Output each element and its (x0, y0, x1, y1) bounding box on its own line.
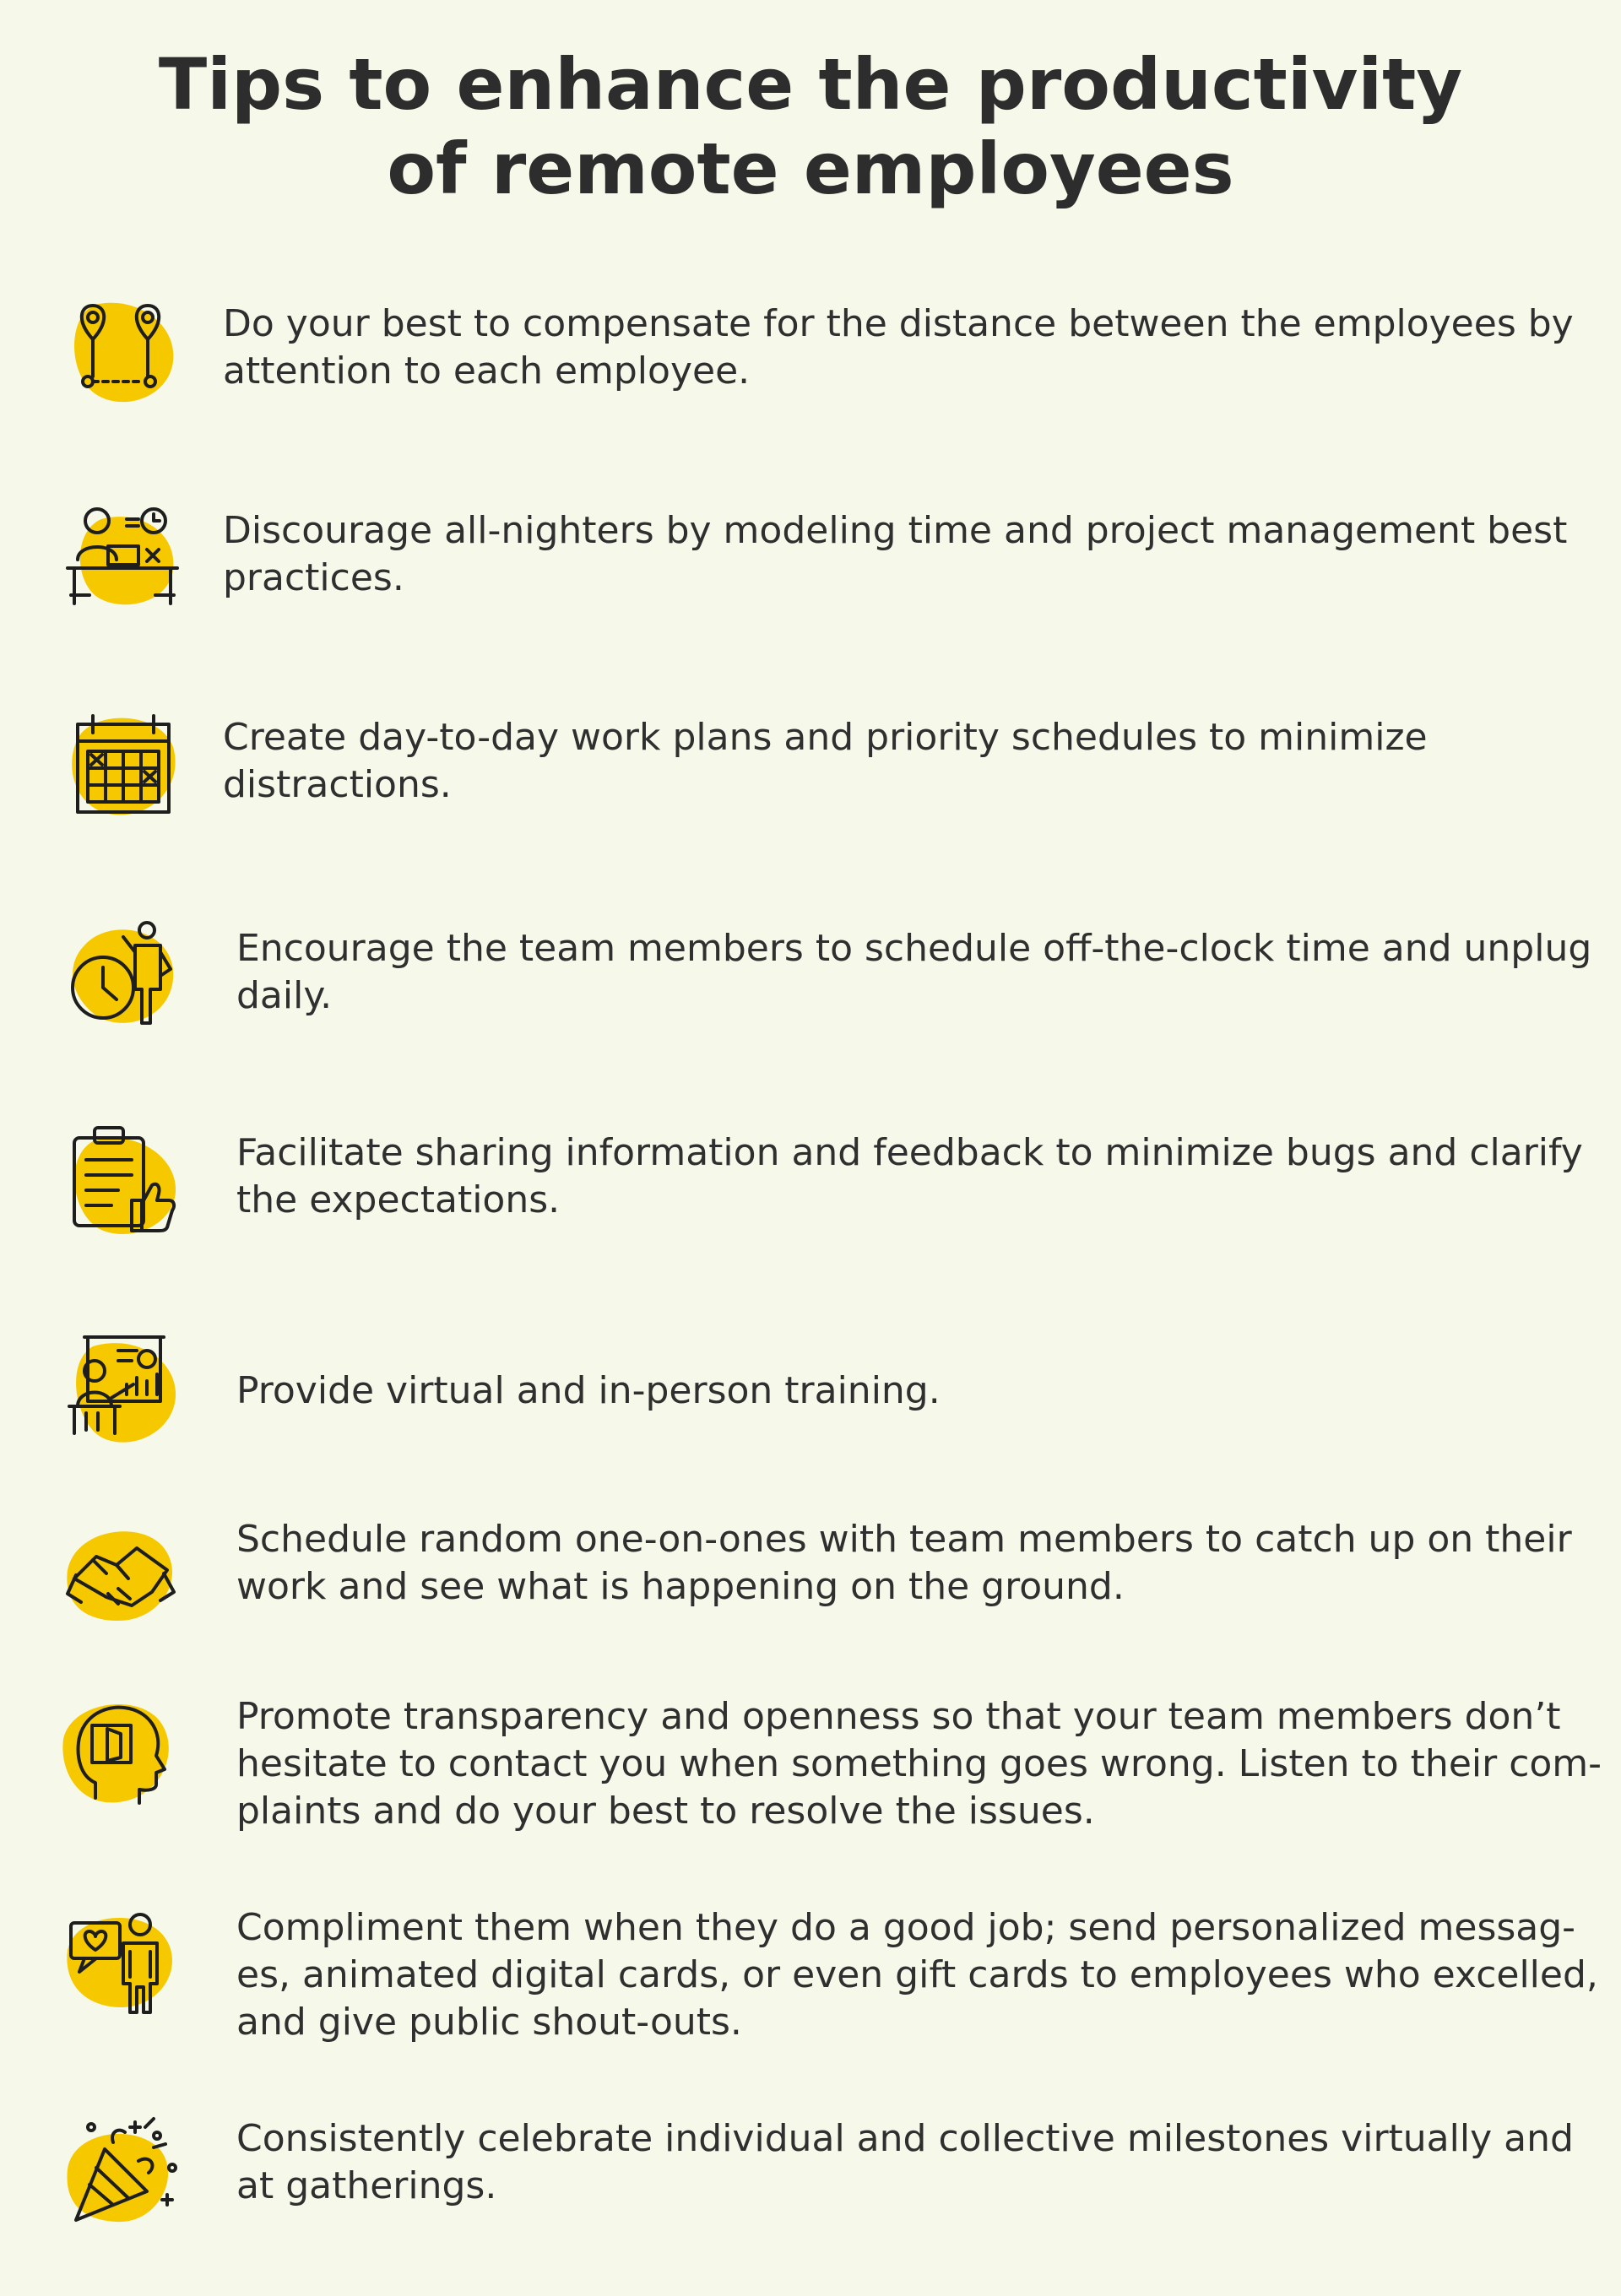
title-line-1: Tips to enhance the productivity (158, 43, 1463, 126)
tip-text: Discourage all-nighters by modeling time and project management best practices. (223, 509, 1568, 599)
tip-text: Facilitate sharing information and feedback to minimize bugs and clarify the expectations. (236, 1131, 1583, 1221)
employee-at-desk-icon (59, 494, 186, 620)
tip-text: Consistently celebrate individual and collective milestones virtually and at gatherings. (236, 2117, 1574, 2207)
party-popper-icon (57, 2110, 184, 2237)
tip-text: Schedule random one-on-ones with team members to catch up on their work and see what is happening on the ground. (236, 1518, 1572, 1608)
location-pins-icon (59, 287, 186, 414)
tip-text: Promote transparency and openness so that your team members don’t hesitate to contact you when something goes wrong. Listen to their com-plaints and do your best to resolve the issues. (236, 1695, 1602, 1833)
tip-text: Do your best to compensate for the distance between the employees by attention to each employee. (223, 302, 1574, 393)
training-presentation-icon (59, 1325, 186, 1452)
handshake-icon (59, 1511, 186, 1638)
compliment-message-icon (59, 1899, 186, 2026)
tip-text: Compliment them when they do a good job; send personalized messag-es, animated digital cards, or even gift cards to employees who excelled, and give public shout-outs. (236, 1906, 1598, 2044)
tip-text: Provide virtual and in-person training. (236, 1369, 941, 1412)
open-mind-head-icon (55, 1688, 182, 1815)
calendar-icon (59, 701, 186, 827)
tip-text: Encourage the team members to schedule off-the-clock time and unplug daily. (236, 927, 1592, 1017)
clock-and-person-icon (59, 912, 186, 1038)
clipboard-thumbs-up-icon (59, 1116, 186, 1243)
tip-text: Create day-to-day work plans and priority schedules to minimize distractions. (223, 716, 1428, 806)
page-title (0, 42, 1621, 211)
title-line-2: of remote employees (387, 127, 1234, 210)
